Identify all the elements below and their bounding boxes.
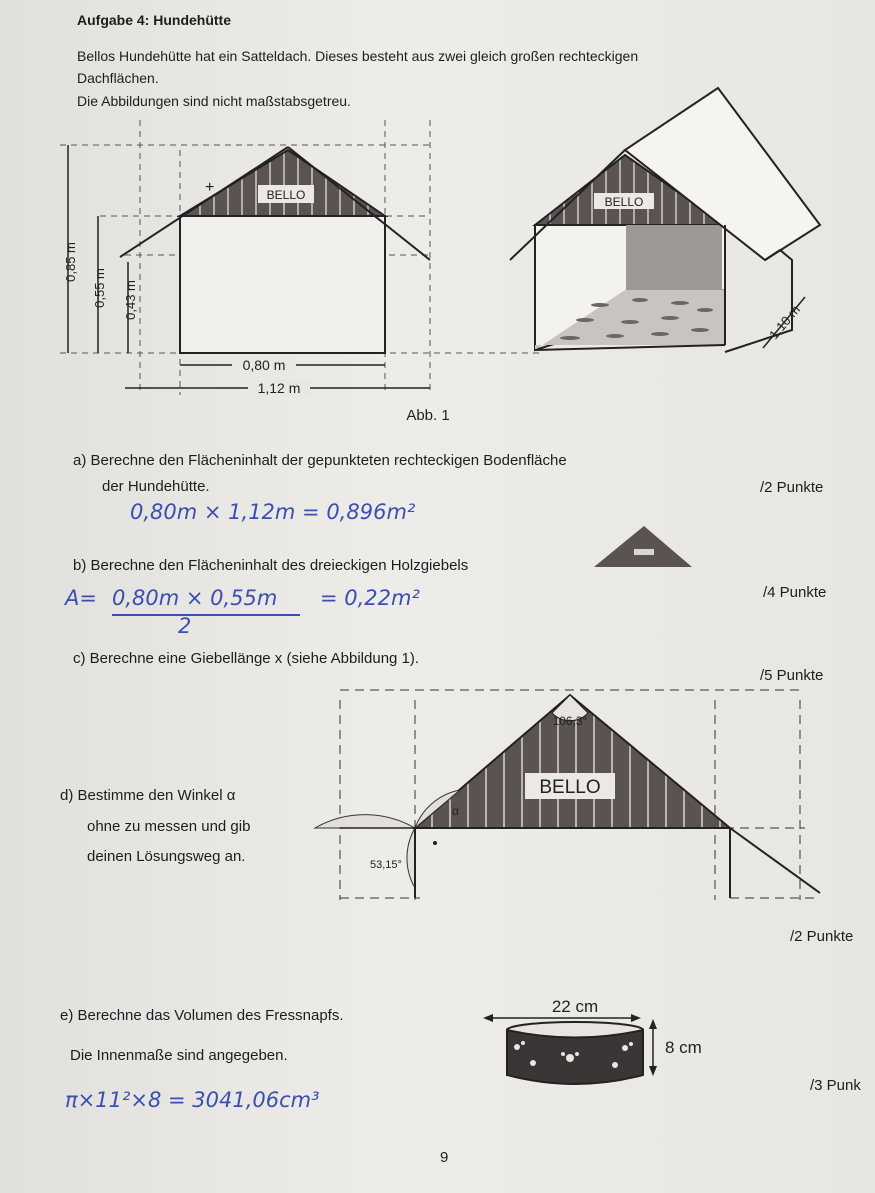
angle-top-label: 106,3°: [552, 714, 588, 728]
task-c-text: c) Berechne eine Giebellänge x (siehe Abbildung 1).: [73, 650, 420, 667]
dim-080: 0,80 m: [242, 357, 286, 373]
angle-bottom-label: 53,15°: [370, 859, 402, 871]
front-sign: BELLO: [266, 188, 306, 202]
task-a-answer: 0,80m × 1,12m = 0,896m²: [130, 500, 416, 524]
perspective-sign: BELLO: [604, 195, 644, 209]
front-view: [120, 147, 430, 353]
gable-icon: [592, 522, 694, 570]
task-e-answer: π×11²×8 = 3041,06cm³: [65, 1088, 320, 1112]
bowl-width-label: 22 cm: [551, 997, 599, 1016]
task-b-points: /4 Punkte: [763, 584, 827, 601]
dim-110: 1,10 m: [766, 302, 804, 343]
angle-alpha-label: α: [452, 804, 459, 818]
task-title: Aufgabe 4: Hundehütte: [77, 12, 231, 28]
fraction-bar: [112, 614, 300, 616]
task-e-text-line1: e) Berechne das Volumen des Fressnapfs.: [60, 1007, 344, 1024]
task-a-text-line2: der Hundehütte.: [102, 478, 210, 495]
task-b-result: = 0,22m²: [320, 586, 420, 610]
dim-112: 1,12 m: [257, 380, 301, 396]
task-a-text-line1: a) Berechne den Flächeninhalt der gepunkteten rechteckigen Bodenfläche: [73, 452, 567, 469]
task-d-text-line2: ohne zu messen und gib: [87, 818, 251, 835]
page-number: 9: [440, 1149, 449, 1166]
task-c-points: /5 Punkte: [760, 667, 824, 684]
dim-055: 0,55 m: [92, 268, 107, 308]
gable-angle-figure: [300, 685, 840, 915]
figure-caption: Abb. 1: [406, 407, 450, 424]
task-d-points: /2 Punkte: [790, 928, 854, 945]
task-e-points: /3 Punk: [810, 1077, 861, 1094]
figure-1: [0, 0, 875, 430]
perspective-view: [510, 88, 820, 352]
task-a-points: /2 Punkte: [760, 479, 824, 496]
task-d-text-line3: deinen Lösungsweg an.: [87, 848, 246, 865]
food-bowl-figure: [475, 985, 735, 1100]
task-e-text-line2: Die Innenmaße sind angegeben.: [70, 1047, 288, 1064]
task-b-text-line1: b) Berechne den Flächeninhalt des dreieckigen Holzgiebels: [73, 557, 469, 574]
task-b-numerator: 0,80m × 0,55m: [112, 586, 278, 610]
bowl-height-label: 8 cm: [665, 1038, 702, 1057]
task-b-denominator: 2: [178, 614, 192, 638]
task-d-text-line1: d) Bestimme den Winkel α: [60, 787, 236, 804]
task-b-answer-prefix: A=: [65, 586, 97, 610]
dim-085: 0,85 m: [63, 242, 78, 282]
intro-text-line2: Dachflächen.: [77, 70, 159, 86]
intro-text-line1: Bellos Hundehütte hat ein Satteldach. Dieses besteht aus zwei gleich großen rechteckigen: [77, 48, 639, 64]
scale-note: Die Abbildungen sind nicht maßstabsgetreu.: [77, 93, 351, 109]
svg-text:+: +: [205, 179, 215, 196]
gable-sign: BELLO: [539, 777, 601, 798]
dim-043: 0,43 m: [123, 280, 138, 320]
